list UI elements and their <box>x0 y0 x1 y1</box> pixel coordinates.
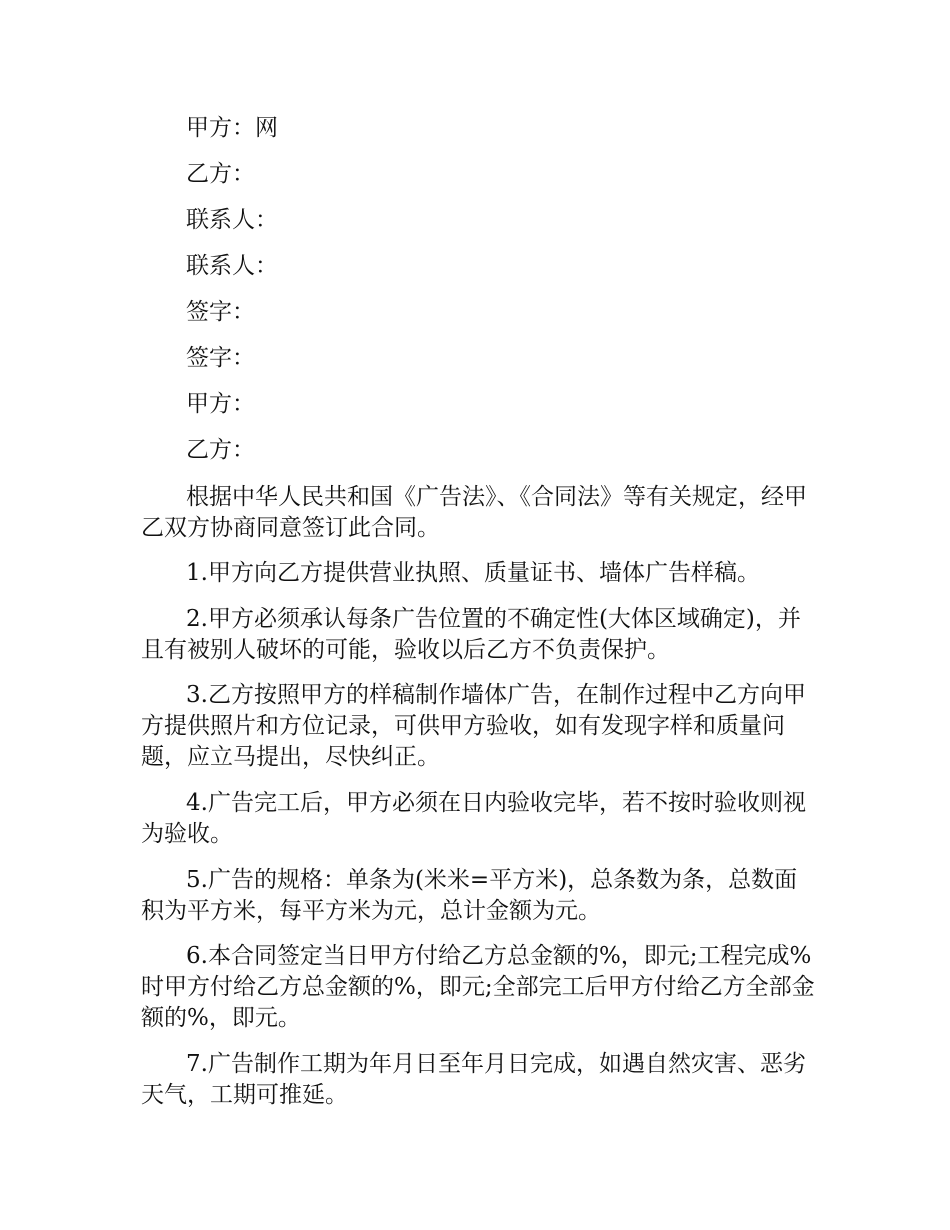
paragraph-clause-7: 7.广告制作工期为年月日至年月日完成，如遇自然灾害、恶劣天气，工期可推延。 <box>141 1051 806 1108</box>
field-party-b-top: 乙方： <box>186 161 255 187</box>
field-contact-a: 联系人： <box>186 207 278 233</box>
paragraph-clause-5: 5.广告的规格：单条为(米米=平方米)，总条数为条，总数面积为平方米，每平方米为元，总计金额为元。 <box>141 867 798 924</box>
paragraph-clause-2: 2.甲方必须承认每条广告位置的不确定性(大体区域确定)，并且有被别人破坏的可能，验收以后乙方不负责保护。 <box>141 606 801 663</box>
field-signature-a: 签字： <box>186 299 255 325</box>
paragraph-clause-4: 4.广告完工后，甲方必须在日内验收完毕，若不按时验收则视为验收。 <box>141 790 806 847</box>
paragraph-clause-1: 1.甲方向乙方提供营业执照、质量证书、墙体广告样稿。 <box>186 560 760 586</box>
paragraph-clause-3: 3.乙方按照甲方的样稿制作墙体广告，在制作过程中乙方向甲方提供照片和方位记录，可供甲方验收，如有发现字样和质量问题，应立马提出，尽快纠正。 <box>141 682 806 770</box>
field-signature-b: 签字： <box>186 345 255 371</box>
field-party-b: 乙方： <box>186 437 255 463</box>
paragraph-clause-6: 6.本合同签定当日甲方付给乙方总金额的%，即元;工程完成%时甲方付给乙方总金额的%，即元;全部完工后甲方付给乙方全部金额的%，即元。 <box>141 943 815 1031</box>
field-party-a-top: 甲方：网 <box>186 115 278 141</box>
paragraph-preamble: 根据中华人民共和国《广告法》、《合同法》等有关规定，经甲乙双方协商同意签订此合同。 <box>141 484 807 541</box>
field-contact-b: 联系人： <box>186 253 278 279</box>
field-party-a: 甲方： <box>186 391 255 417</box>
